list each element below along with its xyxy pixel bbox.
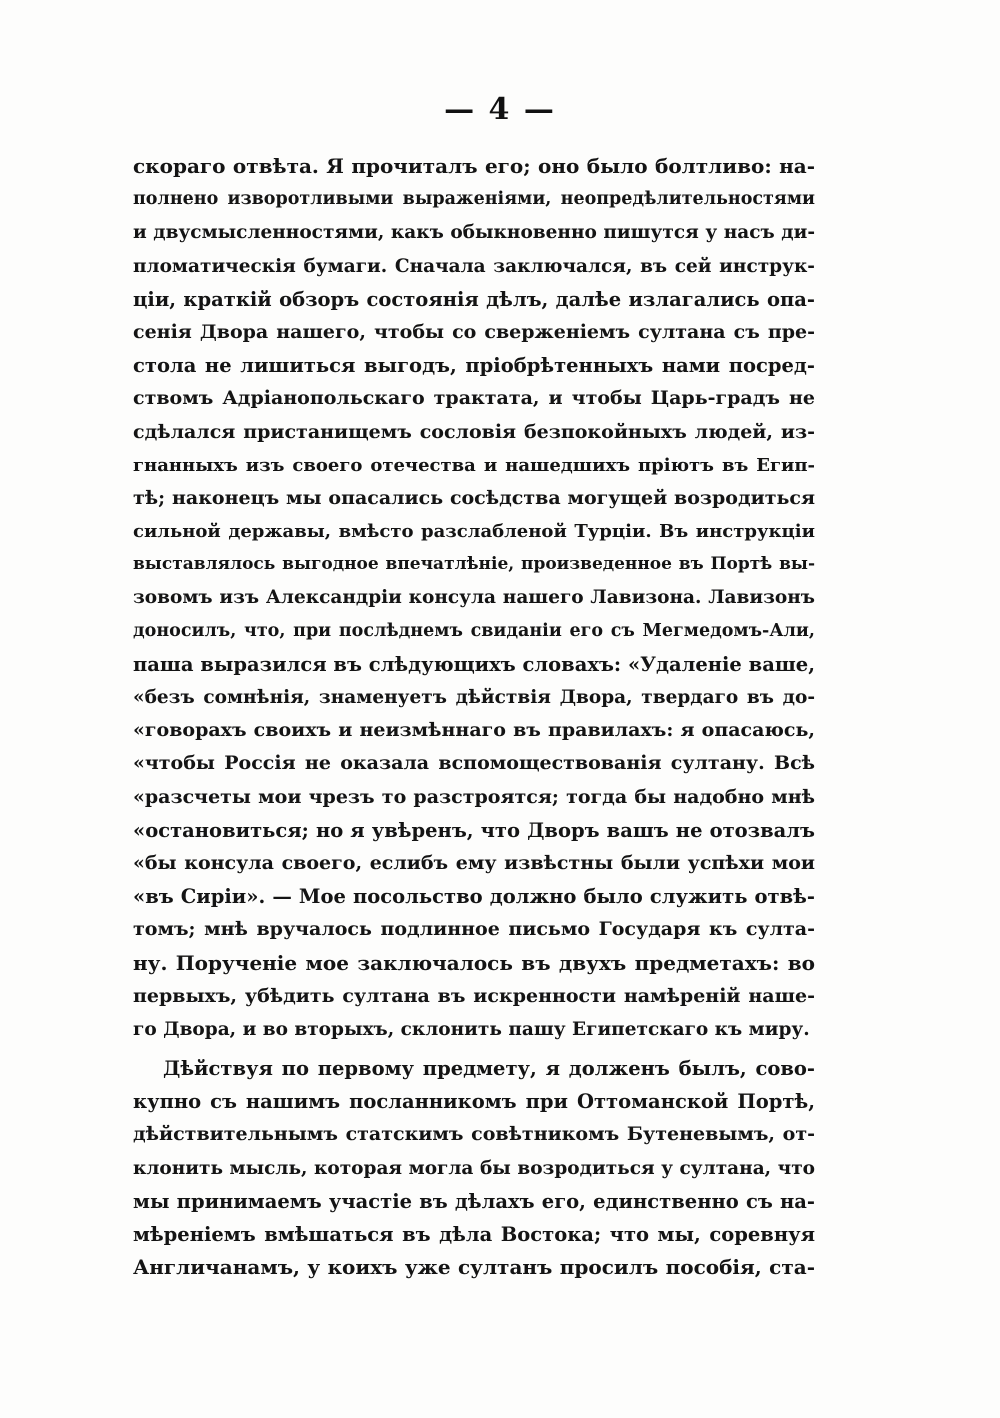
text-line: скораго отвѣта. Я прочиталъ его; оно было болтливо: на- bbox=[133, 154, 815, 178]
text-line: полнено изворотливыми выраженіями, неопредѣлительностями bbox=[133, 189, 815, 210]
text-line: купно съ нашимъ посланникомъ при Оттоманской Портѣ, bbox=[133, 1090, 815, 1114]
page-number: — 4 — bbox=[444, 92, 556, 127]
text-line: ціи, краткій обзоръ состоянія дѣлъ, далѣе излагались опа- bbox=[133, 287, 815, 311]
text-line: ну. Порученіе мое заключалось въ двухъ предметахъ: во bbox=[133, 950, 815, 975]
text-line: первыхъ, убѣдить султана въ искренности намѣреній наше- bbox=[133, 984, 815, 1007]
text-line: пломатическія бумаги. Сначала заключался, въ сей инструк- bbox=[133, 255, 815, 277]
text-line: выставлялось выгодное впечатлѣніе, произведенное въ Портѣ вы- bbox=[133, 554, 815, 575]
text-line: гнанныхъ изъ своего отечества и нашедшихъ пріютъ въ Егип- bbox=[133, 454, 815, 476]
text-line: томъ; мнѣ вручалось подлинное письмо Государя къ султа- bbox=[133, 918, 815, 941]
body-text bbox=[133, 150, 815, 1284]
text-line: го Двора, и во вторыхъ, склонить пашу Египетскаго къ миру. bbox=[133, 1018, 810, 1040]
text-line: мы принимаемъ участіе въ дѣлахъ его, единственно съ на- bbox=[133, 1189, 815, 1213]
text-line: «разсчеты мои чрезъ то разстроятся; тогда бы надобно мнѣ bbox=[133, 785, 815, 808]
text-line: мѣреніемъ вмѣшаться въ дѣла Востока; что мы, соревнуя bbox=[133, 1223, 815, 1246]
text-line: «безъ сомнѣнія, знаменуетъ дѣйствія Двора, твердаго въ до- bbox=[133, 687, 815, 708]
text-line: «въ Сиріи». — Мое посольство должно было служить отвѣ- bbox=[133, 885, 815, 909]
text-line: Англичанамъ, у коихъ уже султанъ просилъ пособія, ста- bbox=[133, 1255, 815, 1280]
text-line: паша выразился въ слѣдующихъ словахъ: «Удаленіе ваше, bbox=[133, 652, 815, 676]
text-line: «остановиться; но я увѣренъ, что Дворъ вашъ не отозвалъ bbox=[133, 818, 815, 842]
text-line: «бы консула своего, еслибъ ему извѣстны были успѣхи мои bbox=[133, 851, 815, 874]
text-line: «чтобы Россія не оказала вспомоществованія султану. Всѣ bbox=[133, 752, 815, 775]
paragraph-2 bbox=[133, 1052, 815, 1284]
text-line: доносилъ, что, при послѣднемъ свиданіи его съ Мегмедомъ-Али, bbox=[133, 620, 815, 641]
text-line: «говорахъ своихъ и неизмѣннаго въ правилахъ: я опасаюсь, bbox=[133, 719, 815, 742]
text-line: зовомъ изъ Александріи консула нашего Лавизона. Лавизонъ bbox=[133, 587, 815, 609]
text-line: дѣйствительнымъ статскимъ совѣтникомъ Бутеневымъ, от- bbox=[133, 1123, 815, 1146]
text-line: и двусмысленностями, какъ обыкновенно пишутся у насъ ди- bbox=[133, 222, 815, 244]
text-line: клонить мысль, которая могла бы возродиться у султана, что bbox=[133, 1157, 815, 1179]
text-line: сдѣлался пристанищемъ сословія безпокойныхъ людей, из- bbox=[133, 420, 815, 443]
text-line: сенія Двора нашего, чтобы со сверженіемъ султана съ пре- bbox=[133, 320, 815, 343]
text-line: Дѣйствуя по первому предмету, я долженъ былъ, сово- bbox=[163, 1057, 815, 1081]
text-line: тѣ; наконецъ мы опасались сосѣдства могущей возродиться bbox=[133, 486, 815, 509]
text-line: ствомъ Адріанопольскаго трактата, и чтобы Царь-градъ не bbox=[133, 387, 815, 410]
text-line: сильной державы, вмѣсто разслабленой Турціи. Въ инструкціи bbox=[133, 521, 815, 543]
paragraph-1 bbox=[133, 150, 815, 1046]
text-line: стола не лишиться выгодъ, пріобрѣтенныхъ нами посред- bbox=[133, 354, 815, 378]
